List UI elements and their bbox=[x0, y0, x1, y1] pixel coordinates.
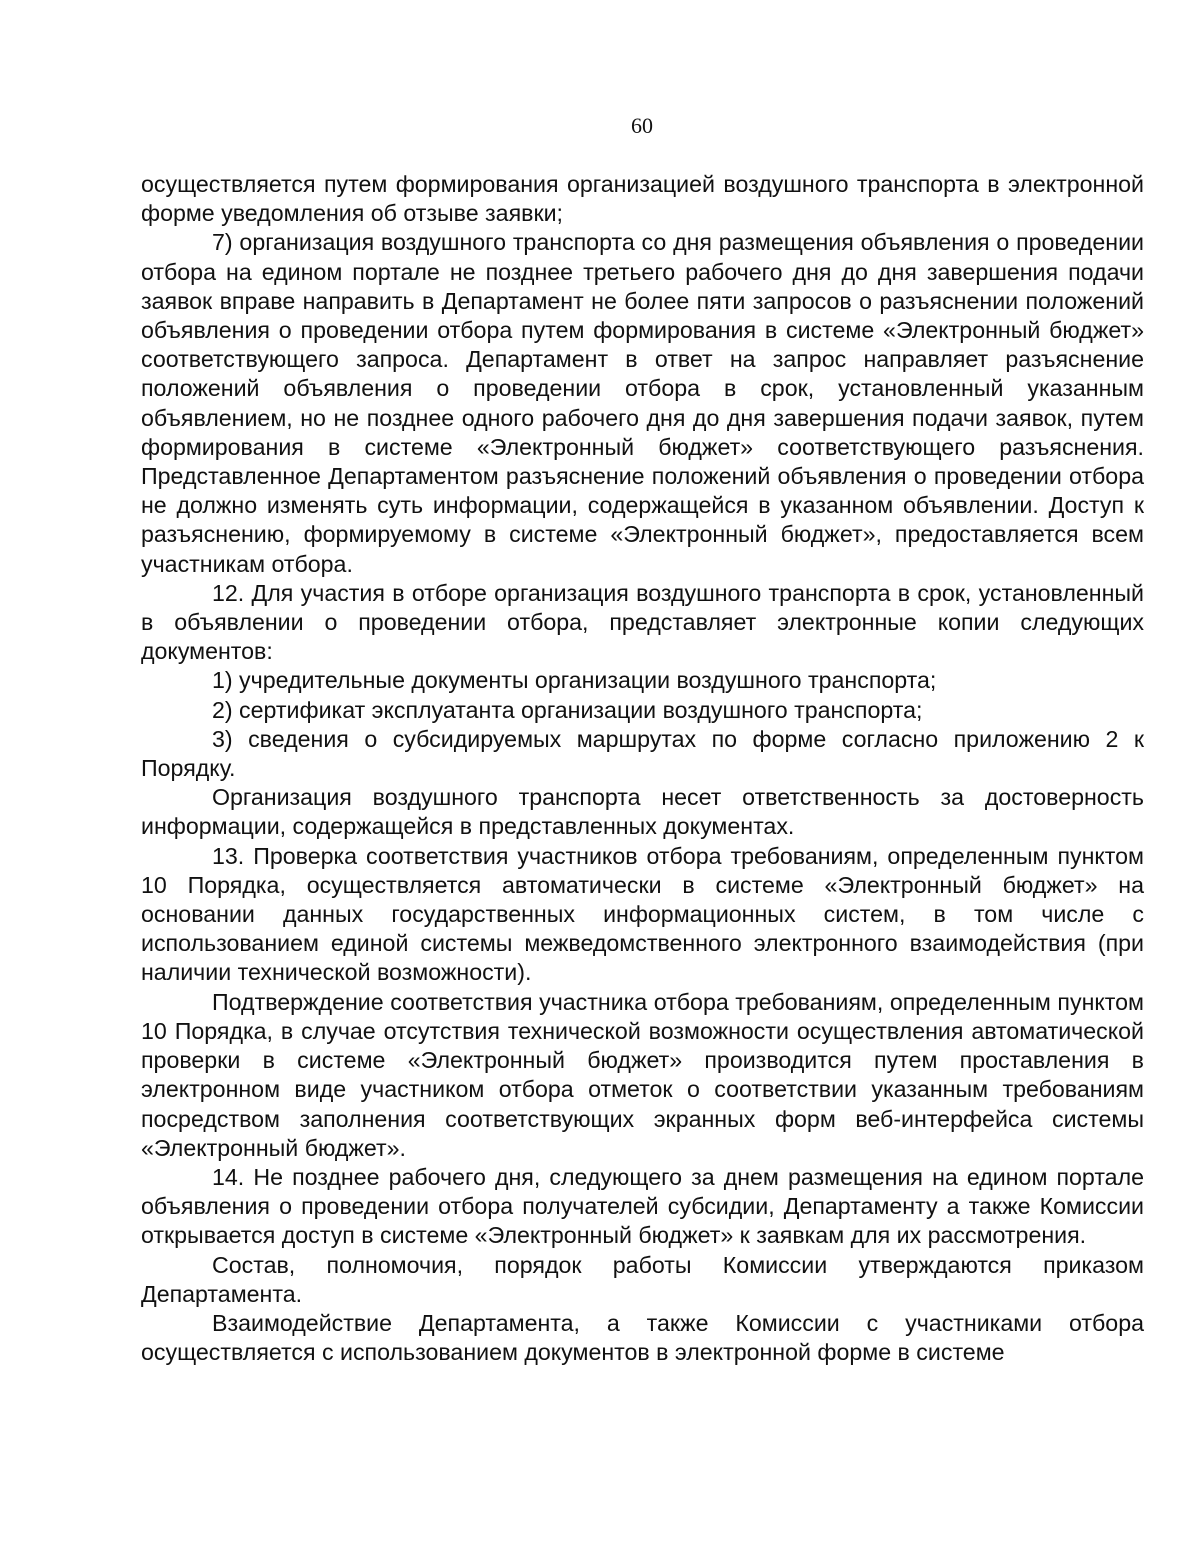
paragraph-confirmation: Подтверждение соответствия участника отбора требованиям, определенным пунктом 10 Порядка, в случае отсутствия технической возможности осуществления автоматической проверки в системе «Электронный бюджет» производится путем проставления в электронном виде участником отбора отметок о соответствии указанным требованиям посредством заполнения соответствующих экранных форм веб-интерфейса системы «Электронный бюджет». bbox=[141, 988, 1144, 1161]
paragraph-interaction: Взаимодействие Департамента, а также Комиссии с участниками отбора осуществляется с использованием документов в электронной форме в системе bbox=[141, 1309, 1144, 1366]
paragraph-doc-item-2: 2) сертификат эксплуатанта организации воздушного транспорта; bbox=[212, 696, 923, 723]
paragraph-commission: Состав, полномочия, порядок работы Комиссии утверждаются приказом Департамента. bbox=[141, 1251, 1144, 1307]
paragraph-continuation: осуществляется путем формирования организацией воздушного транспорта в электронной форме уведомления об отзыве заявки; bbox=[141, 171, 1144, 227]
paragraph-responsibility: Организация воздушного транспорта несет ответственность за достоверность информации, содержащейся в представленных документах. bbox=[141, 784, 1144, 840]
page-number: 60 bbox=[631, 113, 653, 138]
paragraph-doc-item-3: 3) сведения о субсидируемых маршрутах по форме согласно приложению 2 к Порядку. bbox=[141, 725, 1144, 782]
paragraph-clause-14: 14. Не позднее рабочего дня, следующего за днем размещения на едином портале объявления о проведении отбора получателей субсидии, Департаменту а также Комиссии открывается доступ в системе «Электронный бюджет» к заявкам для их рассмотрения. bbox=[141, 1163, 1144, 1249]
paragraph-clause-12: 12. Для участия в отборе организация воздушного транспорта в срок, установленный в объявлении о проведении отбора, представляет электронные копии следующих документов: bbox=[141, 579, 1144, 665]
paragraph-doc-item-1: 1) учредительные документы организации воздушного транспорта; bbox=[212, 667, 937, 694]
document-body bbox=[141, 170, 1144, 1367]
paragraph-item-7: 7) организация воздушного транспорта со дня размещения объявления о проведении отбора на едином портале не позднее третьего рабочего дня до дня завершения подачи заявок вправе направить в Департамент не более пяти запросов о разъяснении положений объявления о проведении отбора путем формирования в системе «Электронный бюджет» соответствующего запроса. Департамент в ответ на запрос направляет разъяснение положений объявления о проведении отбора в срок, установленный указанным объявлением, но не позднее одного рабочего дня до дня завершения подачи заявок, путем формирования в системе «Электронный бюджет» соответствующего разъяснения. Представленное Департаментом разъяснение положений объявления о проведении отбора не должно изменять суть информации, содержащейся в указанном объявлении. Доступ к разъяснению, формируемому в системе «Электронный бюджет», предоставляется всем участникам отбора. bbox=[141, 229, 1144, 577]
paragraph-clause-13: 13. Проверка соответствия участников отбора требованиям, определенным пунктом 10 Порядка, осуществляется автоматически в системе «Электронный бюджет» на основании данных государственных информационных систем, в том числе с использованием единой системы межведомственного электронного взаимодействия (при наличии технической возможности). bbox=[141, 842, 1144, 986]
